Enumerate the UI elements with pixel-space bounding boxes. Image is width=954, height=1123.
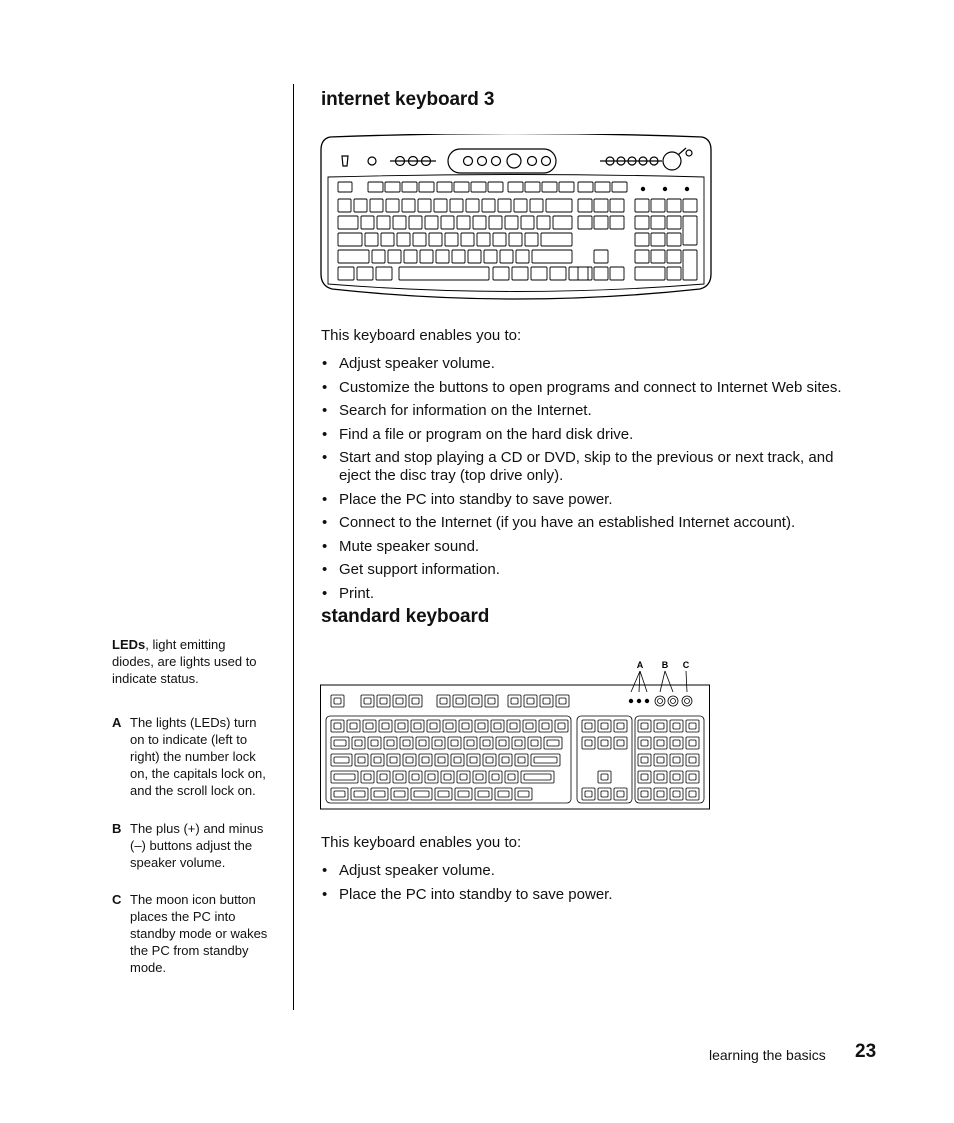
footer-section-title: learning the basics — [709, 1047, 826, 1063]
callout-b-note — [112, 820, 268, 871]
list-item: • Search for information on the Internet. — [321, 402, 861, 420]
list-item: • Place the PC into standby to save power. — [321, 886, 861, 904]
led-indicator — [685, 187, 688, 190]
internet-keyboard-intro: This keyboard enables you to: — [321, 327, 522, 344]
list-item: • Adjust speaker volume. — [321, 355, 861, 373]
callout-label-b: B — [661, 660, 669, 670]
list-item: • Mute speaker sound. — [321, 538, 861, 556]
list-item: • Start and stop playing a CD or DVD, skip to the previous or next track, and eject the disc tray (top drive only). — [321, 449, 861, 485]
standard-keyboard-heading: standard keyboard — [321, 606, 490, 627]
page-number: 23 — [855, 1041, 877, 1062]
led-indicator — [629, 699, 633, 703]
list-item: • Customize the buttons to open programs and connect to Internet Web sites. — [321, 379, 861, 397]
internet-keyboard-feature-list — [321, 355, 861, 608]
callout-a-note — [112, 714, 268, 799]
callout-text: The plus (+) and minus (–) buttons adjust the speaker volume. — [130, 821, 264, 870]
standard-keyboard-feature-list — [321, 862, 861, 909]
list-item: • Find a file or program on the hard disk drive. — [321, 426, 861, 444]
callout-letter: C — [112, 892, 122, 907]
standard-keyboard-illustration — [319, 656, 712, 810]
led-indicator — [637, 699, 641, 703]
list-item: • Print. — [321, 585, 861, 603]
callout-label-a: A — [636, 660, 644, 670]
led-indicator — [645, 699, 649, 703]
callout-letter: A — [112, 715, 122, 730]
callout-label-c: C — [682, 660, 690, 670]
column-divider — [293, 84, 294, 1010]
led-indicator — [663, 187, 666, 190]
leds-definition: , light emitting diodes, are lights used to indicate status. — [112, 637, 257, 686]
internet-keyboard-illustration — [320, 134, 712, 304]
internet-keyboard-heading: internet keyboard 3 — [321, 89, 495, 110]
callout-text: The lights (LEDs) turn on to indicate (left to right) the number lock on, the capitals lock on, and the scroll lock on. — [130, 715, 266, 798]
callout-letter: B — [112, 821, 122, 836]
list-item: • Get support information. — [321, 561, 861, 579]
standard-keyboard-intro: This keyboard enables you to: — [321, 834, 522, 851]
callout-c-note — [112, 891, 268, 976]
list-item: • Place the PC into standby to save power. — [321, 491, 861, 509]
list-item: • Connect to the Internet (if you have an established Internet account). — [321, 514, 861, 532]
led-indicator — [641, 187, 644, 190]
callout-text: The moon icon button places the PC into standby mode or wakes the PC from standby mode. — [130, 892, 268, 975]
leds-definition-note — [112, 636, 268, 687]
list-item: • Adjust speaker volume. — [321, 862, 861, 880]
leds-term: LEDs — [112, 637, 146, 652]
